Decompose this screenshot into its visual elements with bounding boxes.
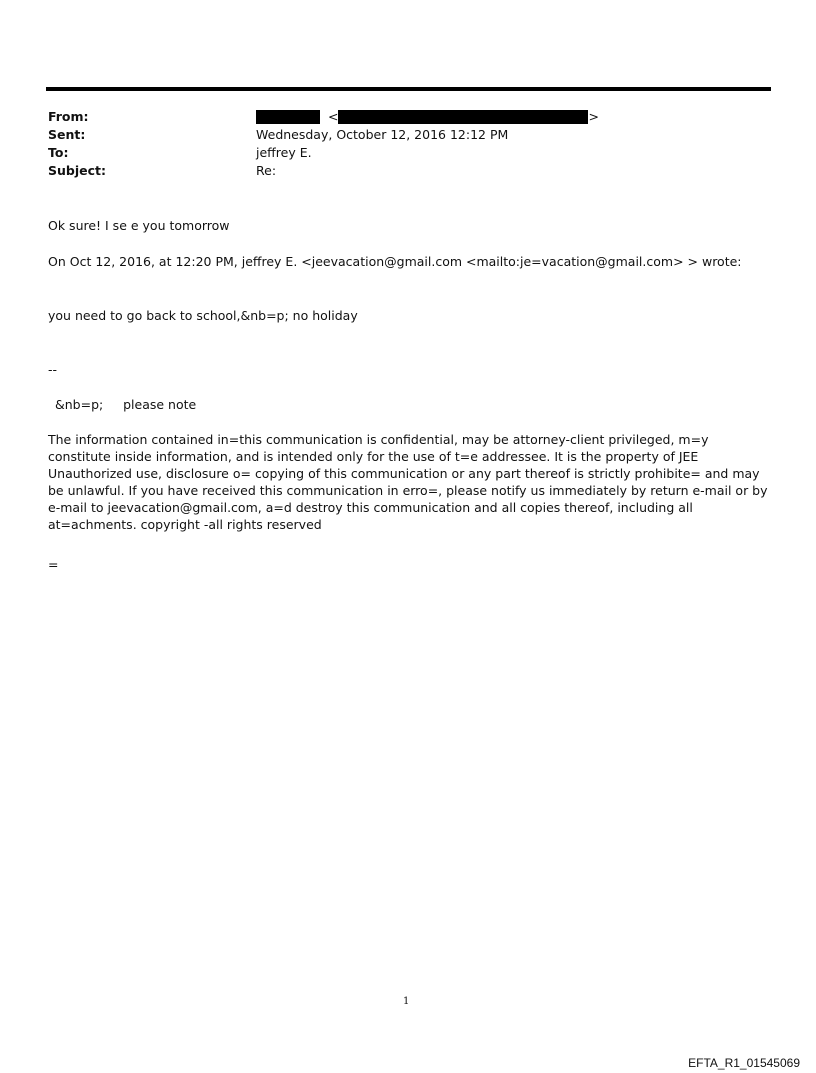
redaction-name (256, 110, 320, 124)
from-close-bracket: > (588, 109, 599, 124)
bates-number: EFTA_R1_01545069 (688, 1056, 800, 1070)
header-rule (46, 87, 771, 91)
subject-value: Re: (256, 163, 277, 178)
to-label: To: (48, 145, 69, 160)
from-value (256, 109, 599, 124)
from-label: From: (48, 109, 89, 124)
from-open-bracket: < (327, 109, 339, 124)
please-note: &nb=p; please note (55, 397, 197, 412)
disclaimer: The information contained in=this communication is confidential, may be attorney-client privileged, m=y constitute inside information, and is intended only for the use of t=e addressee. It is the property of JEE Unauthorized use, disclosure o= copying of this communication or any part thereof is strictly prohibite= and may be unlawful. If you have received this communication in erro=, please notify us immediately by return e-mail or by e-mail to jeevacation@gmail.com, a=d destroy this communication and all copies thereof, including all at=achments. copyright -all rights reserved (48, 432, 768, 532)
reply-text: Ok sure! I se e you tomorrow (48, 218, 230, 233)
quoted-message: you need to go back to school,&nb=p; no holiday (48, 308, 358, 323)
to-value: jeffrey E. (256, 145, 312, 160)
page-number: 1 (403, 996, 410, 1007)
redaction-email (338, 110, 588, 124)
sent-value: Wednesday, October 12, 2016 12:12 PM (256, 127, 509, 142)
subject-label: Subject: (48, 163, 106, 178)
trailing-equals: = (48, 557, 59, 572)
signature-separator: -- (48, 362, 58, 377)
quote-intro: On Oct 12, 2016, at 12:20 PM, jeffrey E. <jeevacation@gmail.com <mailto:je=vacation@gmail.com> > wrote: (48, 254, 742, 269)
sent-label: Sent: (48, 127, 86, 142)
